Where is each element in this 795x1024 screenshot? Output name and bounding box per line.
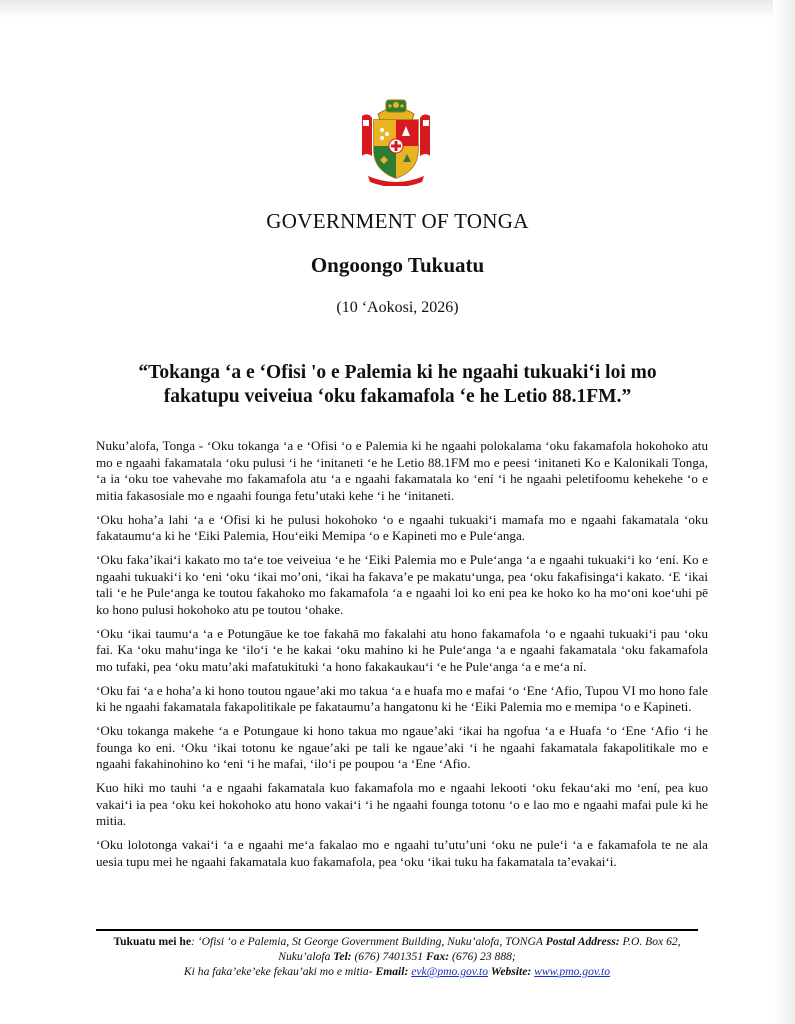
footer-tel-label: Tel: <box>333 950 352 963</box>
footer-postal-label: Postal Address: <box>545 935 620 948</box>
email-link[interactable]: evk@pmo.gov.to <box>411 965 488 978</box>
paragraph: ‘Oku faka’ikai‘i kakato mo ta‘e toe veiveiua ‘e he ‘Eiki Palemia mo e Pule‘anga ‘a e ngaahi tukuaki‘i ko ‘ení. Ko e ngaahi tukuaki‘i ko ‘eni ‘oku ‘ikai mo’oni, ‘ikai ha fakava’e pe makatu‘unga, pea ‘oku fakafisinga‘i kakato. ‘E ‘ikai tali ‘e he Pule‘anga ke toutou fakahoko mo fakamafola ‘a e ngaahi loi ko eni pea ke hoko ko ha mo‘oni koe‘uhi pē ko hono pulusi hokohoko atu pe toutou ‘ohake. <box>96 552 708 617</box>
footer-inquiry-text: Ki ha faka’eke’eke fekau’aki mo e mitia- <box>183 965 376 978</box>
paragraph: ‘Oku hoha’a lahi ‘a e ‘Ofisi ki he pulusi hokohoko ‘o e ngaahi tukuaki‘i mamafa mo e ngaahi fakamatala ‘oku fakataumu‘a ki he ‘Eiki Palemia, Hou‘eiki Memipa ‘o e Kapineti mo e Pule‘anga. <box>96 511 708 543</box>
release-subtitle: Ongoongo Tukuatu <box>310 253 485 277</box>
paragraph: ‘Oku lolotonga vakai‘i ‘a e ngaahi me‘a fakalao mo e ngaahi tu’utu’uni ‘oku ne pule‘i ‘a e fakamafola te ne ala uesia tupu mei he ngaahi fakamatala kuo fakamafola, pea ‘oku ‘ikai tuku ha fakamatala ta’evakai‘i. <box>96 837 708 869</box>
body-text <box>96 438 708 878</box>
release-date: (10 ‘Aokosi, 2026) <box>336 299 459 316</box>
footer-email-label: Email: <box>375 965 409 978</box>
paragraph: ‘Oku fai ‘a e hoha’a ki hono toutou ngaue’aki mo takua ‘a e huafa mo e mafai ‘o ‘Ene ‘Afio, Tupou VI mo hono fale ki he ngaahi fakamatala fakapolitikale pe fakataumu’a hangatonu ki he ‘Eiki Palemia mo e memipa ‘o e Kapineti. <box>96 682 708 714</box>
page-shadow-top <box>0 0 795 18</box>
footer-website-label: Website: <box>490 965 532 978</box>
footer-tel-text: (676) 7401351 <box>351 950 426 963</box>
page-shadow-right <box>773 0 795 1024</box>
paragraph: Nuku’alofa, Tonga - ‘Oku tokanga ‘a e ‘Ofisi ‘o e Palemia ki he ngaahi polokalama ‘oku fakamafola hokohoko atu mo e ngaahi fakamatala ‘oku pulusi ‘i he ‘initaneti ‘e he Letio 88.1FM mo e peesi ‘initaneti Ko e Kalonikali Tonga, ‘a ia ‘oku toe vahevahe mo fakamafola atu ‘a e ngaahi fakamatala ko ‘ení ‘i he ngaahi peletifoomu kehekehe ‘o e mitia fakasosiale mo e ngaahi founga fetu’utaki kehe ‘i he ‘initaneti. <box>96 438 708 503</box>
paragraph: ‘Oku ‘ikai taumu‘a ‘a e Potungāue ke toe fakahā mo fakalahi atu hono fakamafola ‘o e ngaahi tukuaki‘i pau ‘oku fai. Ka ‘oku mahu‘inga ke ‘ilo‘i ‘e he kakai ‘oku mahino ki he Pule‘anga ‘a e ngaahi fakamatala ‘oku fakamafola mo tufaki, pea ‘oku matu’aki mafatukituki ‘a hono fakakaukau‘i ‘e he Pule‘anga ‘a e me‘a ní. <box>96 625 708 674</box>
footer-fax-text: (676) 23 888; <box>449 950 516 963</box>
footer-contact <box>96 934 698 979</box>
footer-issued-text: : ‘Ofisi ‘o e Palemia, St George Government Building, Nuku’alofa, TONGA <box>190 935 546 948</box>
website-link[interactable]: www.pmo.gov.to <box>534 965 611 978</box>
paragraph: ‘Oku tokanga makehe ‘a e Potungaue ki hono takua mo ngaue’aki ‘ikai ha ngofua ‘a e Huafa ‘o ‘Ene ‘Afio ‘i he founga ko eni. ‘Oku ‘ikai totonu ke ngaue’aki pe tali ke ngaue’aki ‘i he ngaahi fakamatala fakapolitikale mo e ngaahi fakahinohino ko ‘eni ‘i he mafai, ‘ilo‘i pe poupou ‘a ‘Ene ‘Afio. <box>96 723 708 771</box>
headline: “Tokanga ‘a e ‘Ofisi 'o e Palemia ki he ngaahi tukuaki‘i loi mo fakatupu veiveiua ‘oku fakamafola ‘e he Letio 88.1FM.” <box>138 362 657 407</box>
footer-fax-label: Fax: <box>425 950 450 963</box>
footer-postal-text: P.O. Box 62, Nuku’alofa <box>278 935 681 963</box>
footer-issued-label: Tukuatu mei he <box>113 935 191 948</box>
government-title: GOVERNMENT OF TONGA <box>266 209 529 233</box>
tonga-coat-of-arms-icon <box>356 96 436 186</box>
footer-divider <box>96 929 698 931</box>
paragraph: Kuo hiki mo tauhi ‘a e ngaahi fakamatala kuo fakamafola mo e ngaahi lekooti ‘oku fekau‘aki mo ‘ení, pea kuo vakai‘i ia pea ‘oku kei hokohoko atu hono vakai‘i ‘i he ngaahi founga totonu ‘o e lao mo e ngaahi mafai pule ki he mitia. <box>96 780 708 828</box>
